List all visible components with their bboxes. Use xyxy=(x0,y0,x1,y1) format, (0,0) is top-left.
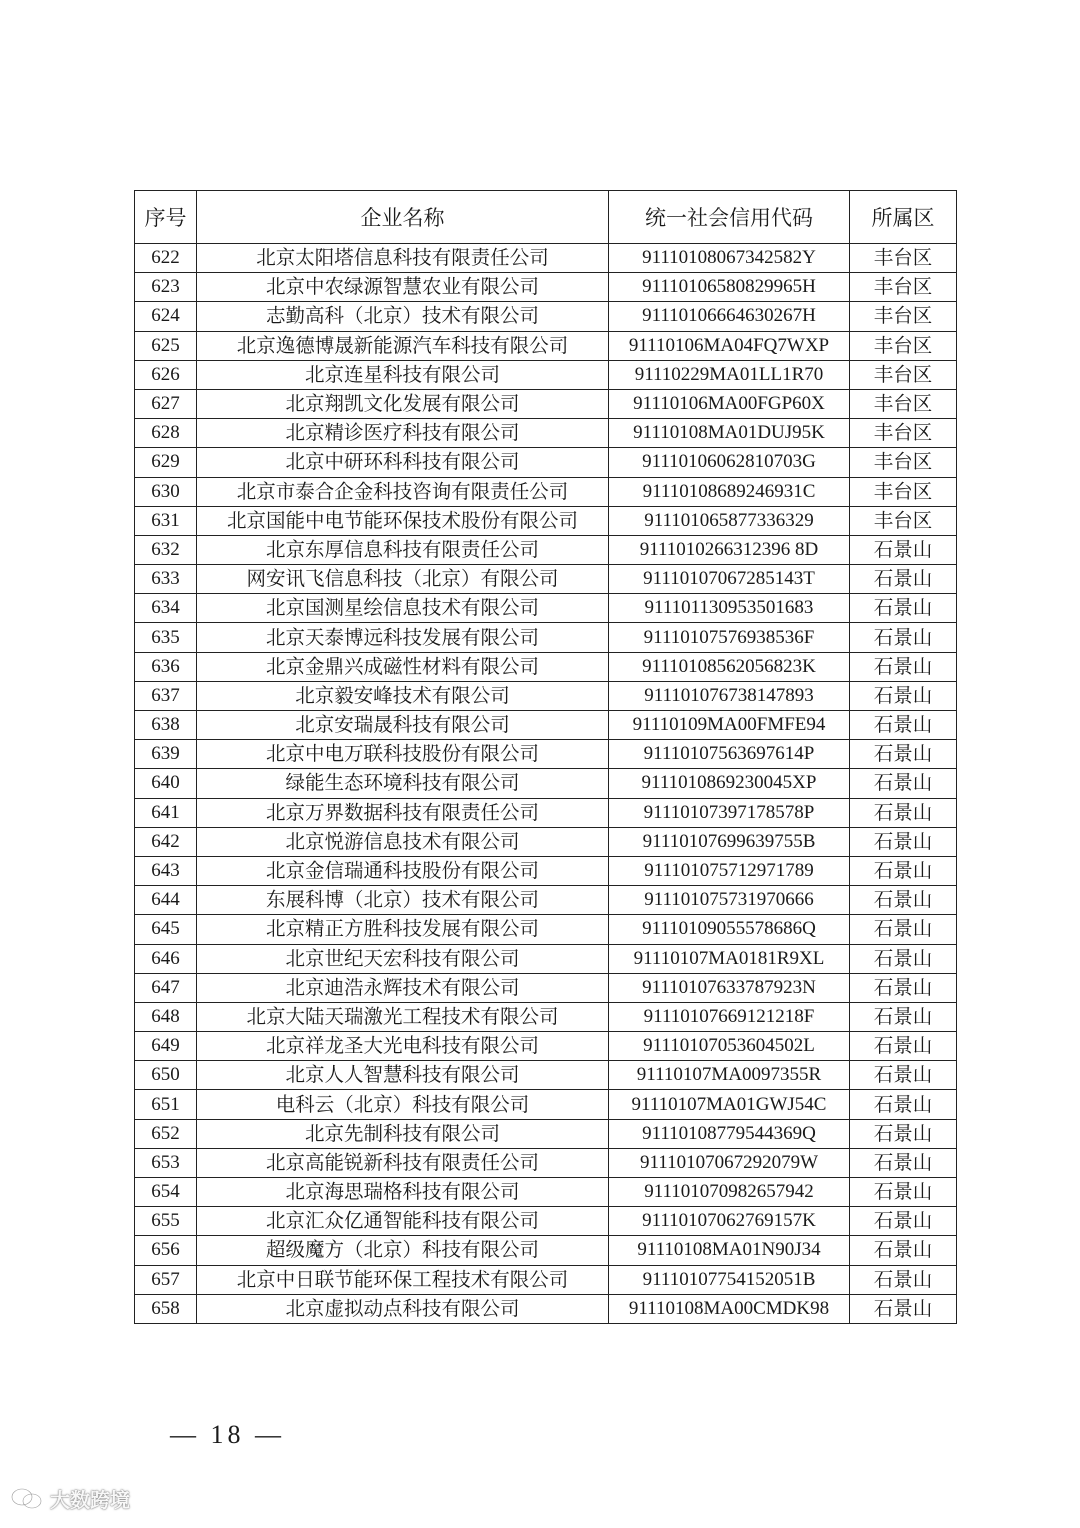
serial-number-cell: 648 xyxy=(135,1002,197,1031)
credit-code-cell: 91110108689246931C xyxy=(609,477,850,506)
table-row xyxy=(135,944,957,973)
serial-number-cell: 631 xyxy=(135,506,197,535)
district-cell: 丰台区 xyxy=(850,389,957,418)
serial-number-cell: 622 xyxy=(135,244,197,273)
serial-number-cell: 623 xyxy=(135,273,197,302)
table-row xyxy=(135,535,957,564)
credit-code-cell: 91110108067342582Y xyxy=(609,244,850,273)
district-cell: 丰台区 xyxy=(850,273,957,302)
district-cell: 石景山 xyxy=(850,535,957,564)
district-cell: 石景山 xyxy=(850,1061,957,1090)
header-district: 所属区 xyxy=(850,191,957,244)
district-cell: 石景山 xyxy=(850,565,957,594)
table-row xyxy=(135,711,957,740)
serial-number-cell: 630 xyxy=(135,477,197,506)
chat-bubbles-icon xyxy=(10,1486,44,1512)
company-name-cell: 北京迪浩永辉技术有限公司 xyxy=(197,973,609,1002)
header-serial-number: 序号 xyxy=(135,191,197,244)
district-cell: 石景山 xyxy=(850,798,957,827)
table-row xyxy=(135,827,957,856)
credit-code-cell: 91110108MA01N90J34 xyxy=(609,1236,850,1265)
district-cell: 石景山 xyxy=(850,915,957,944)
credit-code-cell: 91110107563697614P xyxy=(609,740,850,769)
credit-code-cell: 9111010266312396 8D xyxy=(609,535,850,564)
credit-code-cell: 91110107633787923N xyxy=(609,973,850,1002)
serial-number-cell: 655 xyxy=(135,1207,197,1236)
company-name-cell: 网安讯飞信息科技（北京）有限公司 xyxy=(197,565,609,594)
serial-number-cell: 627 xyxy=(135,389,197,418)
table-row xyxy=(135,973,957,1002)
page-number: — 18 — xyxy=(170,1420,285,1449)
district-cell: 石景山 xyxy=(850,1294,957,1323)
credit-code-cell: 91110109055578686Q xyxy=(609,915,850,944)
table-row xyxy=(135,477,957,506)
district-cell: 石景山 xyxy=(850,1178,957,1207)
district-cell: 石景山 xyxy=(850,886,957,915)
credit-code-cell: 911101065877336329 xyxy=(609,506,850,535)
company-name-cell: 北京中电万联科技股份有限公司 xyxy=(197,740,609,769)
table-row xyxy=(135,1148,957,1177)
table-row xyxy=(135,1032,957,1061)
serial-number-cell: 633 xyxy=(135,565,197,594)
header-credit-code: 统一社会信用代码 xyxy=(609,191,850,244)
credit-code-cell: 91110107053604502L xyxy=(609,1032,850,1061)
serial-number-cell: 641 xyxy=(135,798,197,827)
table-row xyxy=(135,448,957,477)
serial-number-cell: 646 xyxy=(135,944,197,973)
watermark xyxy=(10,1484,130,1513)
table-row xyxy=(135,886,957,915)
credit-code-cell: 91110107576938536F xyxy=(609,623,850,652)
district-cell: 丰台区 xyxy=(850,506,957,535)
company-name-cell: 志勤高科（北京）技术有限公司 xyxy=(197,302,609,331)
credit-code-cell: 91110107062769157K xyxy=(609,1207,850,1236)
serial-number-cell: 638 xyxy=(135,711,197,740)
company-name-cell: 北京东厚信息科技有限责任公司 xyxy=(197,535,609,564)
table-header-row xyxy=(135,191,957,244)
district-cell: 石景山 xyxy=(850,769,957,798)
credit-code-cell: 91110107MA01GWJ54C xyxy=(609,1090,850,1119)
company-name-cell: 电科云（北京）科技有限公司 xyxy=(197,1090,609,1119)
district-cell: 石景山 xyxy=(850,594,957,623)
credit-code-cell: 91110106580829965H xyxy=(609,273,850,302)
table-row xyxy=(135,1178,957,1207)
table-row xyxy=(135,331,957,360)
serial-number-cell: 632 xyxy=(135,535,197,564)
credit-code-cell: 91110107754152051B xyxy=(609,1265,850,1294)
company-name-cell: 北京大陆天瑞激光工程技术有限公司 xyxy=(197,1002,609,1031)
company-name-cell: 北京中研环科科技有限公司 xyxy=(197,448,609,477)
credit-code-cell: 91110106664630267H xyxy=(609,302,850,331)
district-cell: 丰台区 xyxy=(850,419,957,448)
credit-code-cell: 91110107067285143T xyxy=(609,565,850,594)
company-name-cell: 北京高能锐新科技有限责任公司 xyxy=(197,1148,609,1177)
district-cell: 丰台区 xyxy=(850,477,957,506)
company-name-cell: 北京先制科技有限公司 xyxy=(197,1119,609,1148)
serial-number-cell: 639 xyxy=(135,740,197,769)
credit-code-cell: 91110107MA0097355R xyxy=(609,1061,850,1090)
district-cell: 丰台区 xyxy=(850,302,957,331)
table-row xyxy=(135,1002,957,1031)
district-cell: 丰台区 xyxy=(850,448,957,477)
table-row xyxy=(135,1207,957,1236)
serial-number-cell: 629 xyxy=(135,448,197,477)
serial-number-cell: 656 xyxy=(135,1236,197,1265)
credit-code-cell: 91110108562056823K xyxy=(609,652,850,681)
company-name-cell: 北京海思瑞格科技有限公司 xyxy=(197,1178,609,1207)
table-row xyxy=(135,798,957,827)
table-row xyxy=(135,360,957,389)
credit-code-cell: 911101070982657942 xyxy=(609,1178,850,1207)
district-cell: 石景山 xyxy=(850,1207,957,1236)
company-name-cell: 北京连星科技有限公司 xyxy=(197,360,609,389)
company-name-cell: 北京中农绿源智慧农业有限公司 xyxy=(197,273,609,302)
serial-number-cell: 650 xyxy=(135,1061,197,1090)
company-name-cell: 东展科博（北京）技术有限公司 xyxy=(197,886,609,915)
company-name-cell: 北京翔凯文化发展有限公司 xyxy=(197,389,609,418)
serial-number-cell: 626 xyxy=(135,360,197,389)
company-name-cell: 北京悦游信息技术有限公司 xyxy=(197,827,609,856)
serial-number-cell: 651 xyxy=(135,1090,197,1119)
table-row xyxy=(135,915,957,944)
company-name-cell: 北京中日联节能环保工程技术有限公司 xyxy=(197,1265,609,1294)
serial-number-cell: 654 xyxy=(135,1178,197,1207)
company-name-cell: 北京金鼎兴成磁性材料有限公司 xyxy=(197,652,609,681)
company-name-cell: 北京天泰博远科技发展有限公司 xyxy=(197,623,609,652)
credit-code-cell: 91110108MA01DUJ95K xyxy=(609,419,850,448)
company-name-cell: 北京汇众亿通智能科技有限公司 xyxy=(197,1207,609,1236)
table-row xyxy=(135,273,957,302)
table-row xyxy=(135,1294,957,1323)
serial-number-cell: 636 xyxy=(135,652,197,681)
table-row xyxy=(135,506,957,535)
district-cell: 丰台区 xyxy=(850,360,957,389)
credit-code-cell: 91110107669121218F xyxy=(609,1002,850,1031)
company-name-cell: 北京万界数据科技有限责任公司 xyxy=(197,798,609,827)
district-cell: 石景山 xyxy=(850,973,957,1002)
credit-code-cell: 9111010869230045XP xyxy=(609,769,850,798)
district-cell: 石景山 xyxy=(850,1265,957,1294)
credit-code-cell: 91110106MA00FGP60X xyxy=(609,389,850,418)
serial-number-cell: 625 xyxy=(135,331,197,360)
serial-number-cell: 657 xyxy=(135,1265,197,1294)
credit-code-cell: 91110108779544369Q xyxy=(609,1119,850,1148)
serial-number-cell: 642 xyxy=(135,827,197,856)
table-row xyxy=(135,769,957,798)
table-row xyxy=(135,1061,957,1090)
table-row xyxy=(135,419,957,448)
company-name-cell: 北京逸德博晟新能源汽车科技有限公司 xyxy=(197,331,609,360)
district-cell: 石景山 xyxy=(850,944,957,973)
credit-code-cell: 91110106MA04FQ7WXP xyxy=(609,331,850,360)
company-name-cell: 北京国测星绘信息技术有限公司 xyxy=(197,594,609,623)
credit-code-cell: 911101075731970666 xyxy=(609,886,850,915)
credit-code-cell: 911101076738147893 xyxy=(609,681,850,710)
company-name-cell: 北京毅安峰技术有限公司 xyxy=(197,681,609,710)
serial-number-cell: 643 xyxy=(135,856,197,885)
serial-number-cell: 652 xyxy=(135,1119,197,1148)
company-name-cell: 北京世纪天宏科技有限公司 xyxy=(197,944,609,973)
company-name-cell: 北京祥龙圣大光电科技有限公司 xyxy=(197,1032,609,1061)
district-cell: 石景山 xyxy=(850,827,957,856)
table-body xyxy=(135,244,957,1324)
district-cell: 丰台区 xyxy=(850,244,957,273)
table-row xyxy=(135,594,957,623)
serial-number-cell: 647 xyxy=(135,973,197,1002)
table-row xyxy=(135,389,957,418)
district-cell: 石景山 xyxy=(850,681,957,710)
district-cell: 石景山 xyxy=(850,1236,957,1265)
district-cell: 石景山 xyxy=(850,652,957,681)
table-row xyxy=(135,652,957,681)
table-row xyxy=(135,856,957,885)
company-name-cell: 北京人人智慧科技有限公司 xyxy=(197,1061,609,1090)
serial-number-cell: 640 xyxy=(135,769,197,798)
company-name-cell: 北京金信瑞通科技股份有限公司 xyxy=(197,856,609,885)
district-cell: 石景山 xyxy=(850,711,957,740)
watermark-text: 大数跨境 xyxy=(50,1488,130,1512)
district-cell: 石景山 xyxy=(850,1119,957,1148)
district-cell: 石景山 xyxy=(850,740,957,769)
credit-code-cell: 91110107067292079W xyxy=(609,1148,850,1177)
serial-number-cell: 649 xyxy=(135,1032,197,1061)
table-row xyxy=(135,681,957,710)
district-cell: 石景山 xyxy=(850,856,957,885)
company-name-cell: 北京精正方胜科技发展有限公司 xyxy=(197,915,609,944)
district-cell: 石景山 xyxy=(850,1002,957,1031)
serial-number-cell: 634 xyxy=(135,594,197,623)
table-row xyxy=(135,1265,957,1294)
serial-number-cell: 635 xyxy=(135,623,197,652)
company-name-cell: 超级魔方（北京）科技有限公司 xyxy=(197,1236,609,1265)
credit-code-cell: 91110108MA00CMDK98 xyxy=(609,1294,850,1323)
district-cell: 石景山 xyxy=(850,1032,957,1061)
district-cell: 石景山 xyxy=(850,623,957,652)
table-row xyxy=(135,1090,957,1119)
company-name-cell: 绿能生态环境科技有限公司 xyxy=(197,769,609,798)
table-row xyxy=(135,1236,957,1265)
serial-number-cell: 628 xyxy=(135,419,197,448)
credit-code-cell: 91110107699639755B xyxy=(609,827,850,856)
table-row xyxy=(135,302,957,331)
table-row xyxy=(135,244,957,273)
credit-code-cell: 91110106062810703G xyxy=(609,448,850,477)
district-cell: 丰台区 xyxy=(850,331,957,360)
table-row xyxy=(135,1119,957,1148)
company-name-cell: 北京安瑞晟科技有限公司 xyxy=(197,711,609,740)
credit-code-cell: 91110229MA01LL1R70 xyxy=(609,360,850,389)
credit-code-cell: 91110109MA00FMFE94 xyxy=(609,711,850,740)
header-company-name: 企业名称 xyxy=(197,191,609,244)
serial-number-cell: 644 xyxy=(135,886,197,915)
table-row xyxy=(135,623,957,652)
serial-number-cell: 653 xyxy=(135,1148,197,1177)
credit-code-cell: 91110107MA0181R9XL xyxy=(609,944,850,973)
serial-number-cell: 658 xyxy=(135,1294,197,1323)
serial-number-cell: 624 xyxy=(135,302,197,331)
table-row xyxy=(135,740,957,769)
company-list-table xyxy=(134,190,957,1324)
serial-number-cell: 637 xyxy=(135,681,197,710)
district-cell: 石景山 xyxy=(850,1090,957,1119)
credit-code-cell: 911101075712971789 xyxy=(609,856,850,885)
credit-code-cell: 911101130953501683 xyxy=(609,594,850,623)
company-name-cell: 北京虚拟动点科技有限公司 xyxy=(197,1294,609,1323)
company-name-cell: 北京精诊医疗科技有限公司 xyxy=(197,419,609,448)
company-name-cell: 北京太阳塔信息科技有限责任公司 xyxy=(197,244,609,273)
serial-number-cell: 645 xyxy=(135,915,197,944)
table-row xyxy=(135,565,957,594)
company-name-cell: 北京国能中电节能环保技术股份有限公司 xyxy=(197,506,609,535)
company-name-cell: 北京市泰合企金科技咨询有限责任公司 xyxy=(197,477,609,506)
credit-code-cell: 91110107397178578P xyxy=(609,798,850,827)
district-cell: 石景山 xyxy=(850,1148,957,1177)
